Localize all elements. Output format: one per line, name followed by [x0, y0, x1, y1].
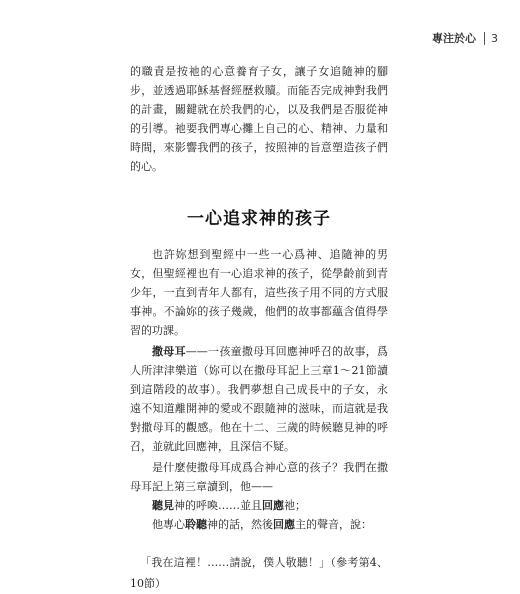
- header-divider: [484, 32, 485, 45]
- intro-paragraph: 的職責是按祂的心意養育子女，讓子女追隨神的腳步，並透過耶穌基督經歷救贖。而能否完成神對我們的計畫，關鍵就在於我們的心，以及我們是否服從神的引導。祂要我們專心攤上自己的心、精神、力量和時間，來影響我們的孩子，按照神的旨意塑造孩子們的心。: [130, 65, 388, 173]
- paragraph-samuel: [130, 342, 388, 456]
- section-title: 一心追求神的孩子: [187, 209, 331, 229]
- page-body: [130, 62, 388, 594]
- scripture-quote: 「我在這裡！……請說，僕人敬聽！」（參考第4、10節）: [130, 556, 388, 590]
- listen-word: 聆聽: [185, 518, 207, 531]
- line-hear: [130, 496, 388, 515]
- respond-word-2: 回應: [273, 518, 295, 531]
- hear-end: 祂；: [284, 499, 306, 512]
- paragraph-what-made: 是什麼使撒母耳成爲合神心意的孩子？我們在撒母耳記上第三章讀到，他——: [130, 461, 388, 493]
- paragraph-children: 也許妳想到聖經中一些一心爲神、追隨神的男女，但聖經裡也有一心追求神的孩子，從學齡前到青少年，一直到青年人都有，這些孩子用不同的方式服事神。不論妳的孩子幾歲，他們的故事都蘊含值得學習的功課。: [130, 248, 388, 337]
- running-header: [432, 30, 498, 46]
- respond-word: 回應: [262, 499, 284, 512]
- samuel-text: ——一孩童撒母耳回應神呼召的故事，爲人所津津樂道（妳可以在撒母耳記上三章1～21節讀到這階段的故事）。我們夢想自己成長中的子女，永遠不知道離開神的愛或不跟隨神的滋味，而這就是我對撒母耳的觀感。他在十二、三歲的時候聽見神的呼召，並就此回應神，且深信不疑。: [130, 345, 389, 453]
- chapter-title: 專注於心: [432, 32, 476, 45]
- listen-mid: 神的話，然後: [207, 518, 273, 531]
- hear-mid: 神的呼喚……並且: [174, 499, 262, 512]
- samuel-name: 撒母耳: [152, 345, 186, 358]
- page-number: 3: [491, 31, 498, 45]
- hear-word: 聽見: [152, 499, 174, 512]
- line-listen: [130, 515, 388, 534]
- listen-end: 主的聲音，說：: [295, 518, 372, 531]
- listen-start: 他專心: [152, 518, 185, 531]
